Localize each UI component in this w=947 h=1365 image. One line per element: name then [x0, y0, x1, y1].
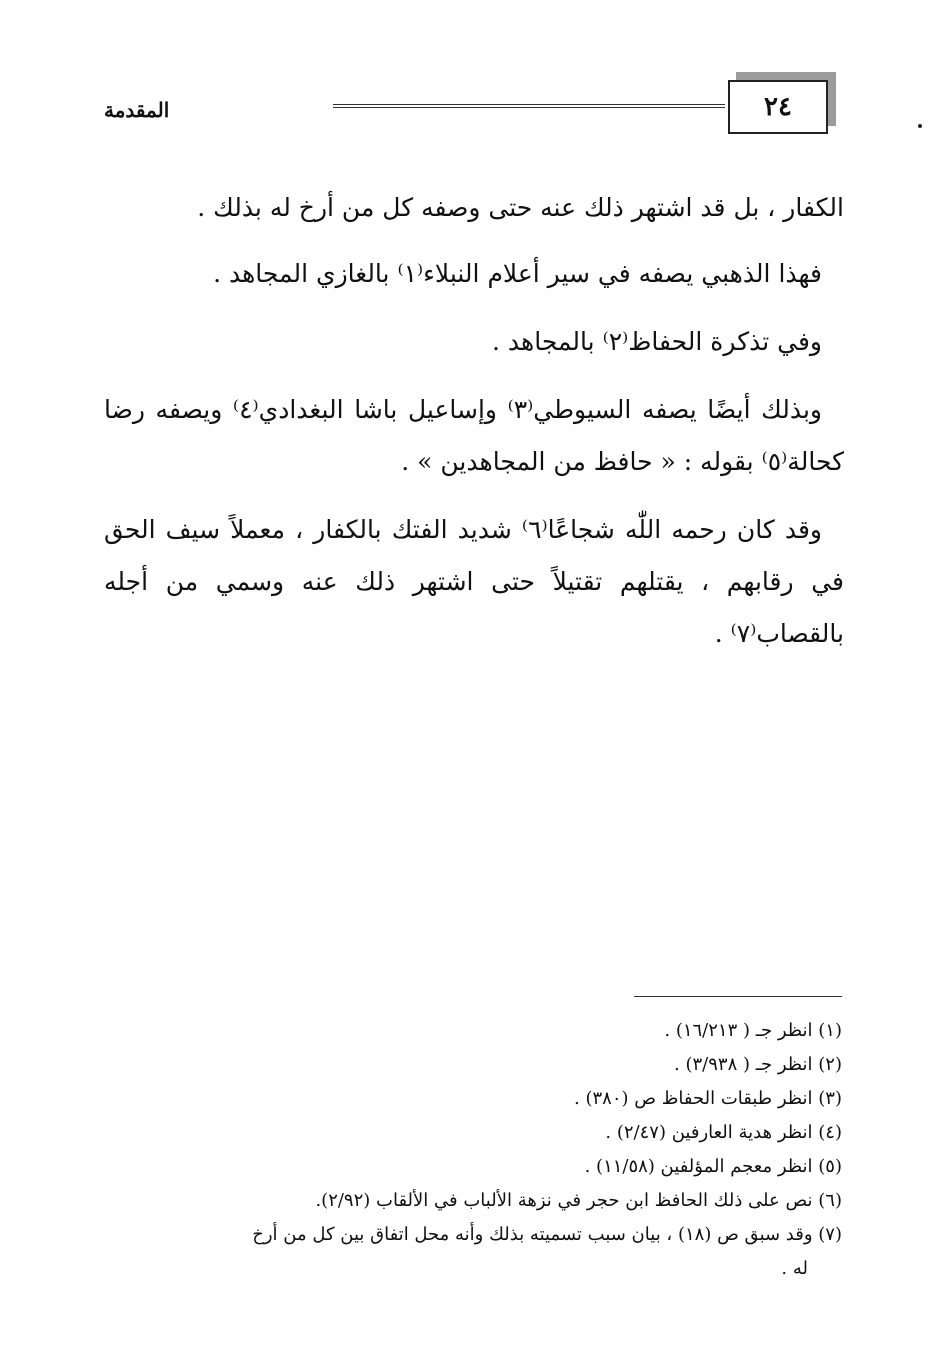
paragraph: فهذا الذهبي يصفه في سير أعلام النبلاء⁽١⁾ بالغازي المجاهد .: [213, 259, 822, 288]
footnote: (٣) انظر طبقات الحفاظ ص (٣٨٠) .: [574, 1088, 842, 1109]
footnotes: [104, 1014, 842, 1286]
margin-dot: [918, 124, 922, 128]
header-rule: [333, 104, 725, 108]
footnote: (٦) نص على ذلك الحافظ ابن حجر في نزهة الألباب في الألقاب (٢/٩٢).: [315, 1190, 842, 1211]
page-number: [728, 80, 828, 134]
footnote: (١) انظر جـ ( ١٦/٢١٣) .: [664, 1020, 842, 1041]
paragraph: الكفار ، بل قد اشتهر ذلك عنه حتى وصفه كل من أرخ له بذلك .: [197, 193, 844, 222]
footnote-rule: [634, 996, 842, 997]
footnote: (٥) انظر معجم المؤلفين (١١/٥٨) .: [584, 1156, 842, 1177]
footnote-continuation: له .: [781, 1258, 808, 1279]
body-text: [104, 182, 844, 676]
footnote: (٢) انظر جـ ( ٣/٩٣٨) .: [674, 1054, 842, 1075]
page-number-text: ٢٤: [764, 92, 792, 122]
paragraph: وفي تذكرة الحفاظ⁽٢⁾ بالمجاهد .: [492, 327, 822, 356]
paragraph: وبذلك أيضًا يصفه السيوطي⁽٣⁾ وإساعيل باشا البغدادي⁽٤⁾ ويصفه رضا كحالة⁽٥⁾ بقوله : « حافظ من المجاهدين » .: [104, 395, 844, 476]
section-title: المقدمة: [104, 98, 170, 122]
paragraph: وقد كان رحمه اللّٰه شجاعًا⁽٦⁾ شديد الفتك بالكفار ، معملاً سيف الحق في رقابهم ، يقتلهم تقتيلاً حتى اشتهر ذلك عنه وسمي من أجله بالقصاب⁽٧⁾ .: [104, 515, 844, 648]
footnote: (٧) وقد سبق ص (١٨) ، بيان سبب تسميته بذلك وأنه محل اتفاق بين كل من أرخ: [252, 1224, 842, 1245]
footnote: (٤) انظر هدية العارفين (٢/٤٧) .: [605, 1122, 842, 1143]
